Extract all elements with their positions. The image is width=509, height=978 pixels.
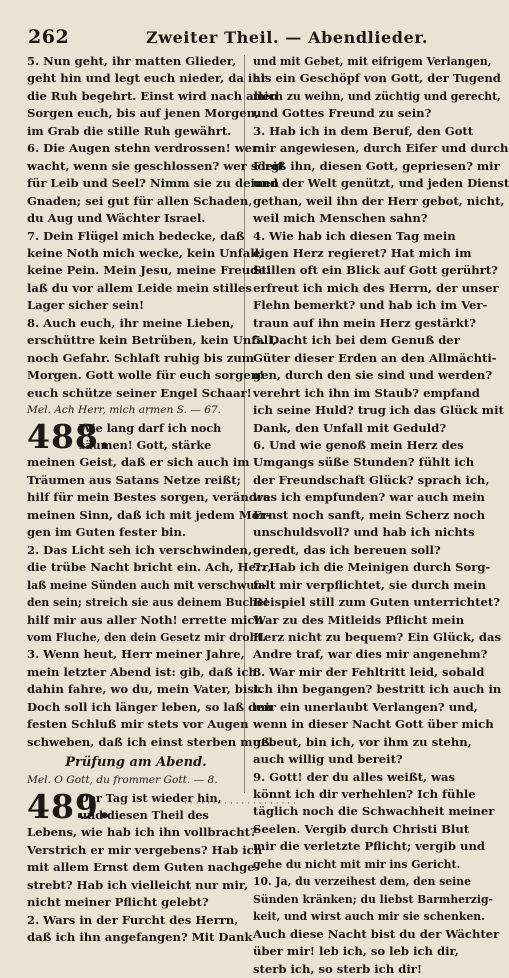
text-line: als ein Geschöpf von Gott, der Tugend bbox=[253, 71, 501, 86]
text-line: traun auf ihn mein Herz gestärkt? bbox=[253, 315, 476, 330]
text-line: 8. War mir der Fehltritt leid, sobald bbox=[253, 664, 485, 679]
text-line: Lebens, wie hab ich ihn vollbracht? bbox=[27, 825, 257, 840]
text-line: was ich empfunden? war auch mein bbox=[253, 490, 485, 505]
text-line: du Aug und Wächter Israel. bbox=[27, 211, 206, 226]
text-line: ich seine Huld? trug ich das Glück mit bbox=[253, 403, 504, 418]
text-line: nicht meiner Pflicht gelebt? bbox=[27, 895, 209, 910]
page-number: 262 bbox=[28, 26, 70, 48]
text-line: dahin fahre, wo du, mein Vater, bist. bbox=[27, 682, 264, 697]
text-line: Sünden kränken; du liebst Barmherzig- bbox=[253, 892, 493, 906]
text-line: Herz nicht zu bequem? Ein Glück, das bbox=[253, 629, 502, 644]
text-line: könnt ich dir verhehlen? Ich fühle bbox=[253, 787, 476, 802]
text-line: festen Schluß mir stets vor Augen bbox=[27, 717, 249, 732]
left-column bbox=[27, 53, 285, 947]
text-line: 2. Wars in der Furcht des Herrn, bbox=[27, 912, 239, 927]
text-line: Stillen oft ein Blick auf Gott gerührt? bbox=[253, 263, 498, 278]
text-line: keine Noth mich wecke, kein Unfall, bbox=[27, 245, 264, 260]
text-line: wenn in dieser Nacht Gott über mich bbox=[253, 717, 494, 732]
text-line: vom Fluche, den dein Gesetz mir droht. bbox=[27, 630, 267, 644]
text-line: hilf für mein Bestes sorgen, verändre bbox=[27, 490, 271, 505]
melody-line: Mel. O Gott, du frommer Gott. — 8. bbox=[27, 774, 218, 787]
text-line: Verstrich er mir vergebens? Hab ich bbox=[27, 842, 263, 857]
section-title: Prüfung am Abend. bbox=[65, 755, 207, 771]
text-line: und diesen Theil des bbox=[79, 808, 209, 823]
text-line: laß meine Sünden auch mit verschwun- bbox=[27, 578, 267, 592]
text-line: strebt? Hab ich vielleicht nur mir, bbox=[27, 877, 249, 892]
text-line: 6. Die Augen stehn verdrossen! wer bbox=[27, 141, 259, 156]
text-line: über mir! leb ich, so leb ich dir, bbox=[253, 944, 459, 959]
text-line: Träumen aus Satans Netze reißt; bbox=[27, 472, 241, 487]
text-line: geht hin und legt euch nieder, da ihr bbox=[27, 71, 267, 86]
text-line: Gnaden; sei gut für allen Schaden, bbox=[27, 193, 253, 208]
text-line: täglich noch die Schwachheit meiner bbox=[253, 804, 495, 819]
text-line: hilf mir aus aller Noth! errette mich bbox=[27, 612, 263, 627]
text-line: gen, durch den sie sind und werden? bbox=[253, 368, 493, 383]
text-line: War zu des Mitleids Pflicht mein bbox=[253, 612, 465, 627]
text-line: Dank, den Unfall mit Geduld? bbox=[253, 420, 447, 435]
text-line: Doch soll ich länger leben, so laß den bbox=[27, 699, 273, 714]
hymn-opening bbox=[27, 416, 245, 456]
text-line: erfreut ich mich des Herrn, der unser bbox=[253, 280, 499, 295]
hymn-number: 489. bbox=[27, 786, 112, 826]
text-line: Morgen. Gott wolle für euch sorgen! bbox=[27, 368, 265, 383]
melody-line: Mel. Ach Herr, mich armen S. — 67. bbox=[27, 404, 222, 417]
text-line: laß du vor allem Leide mein stilles bbox=[27, 280, 252, 295]
text-line: mich zu weihn, und züchtig und gerecht, bbox=[253, 89, 501, 103]
text-line: Flehn bemerkt? und hab ich im Ver- bbox=[253, 298, 488, 313]
text-line: der Freundschaft Glück? sprach ich, bbox=[253, 472, 490, 487]
footer-ornament: · · · · · · · · · · · · · · · · · · · · bbox=[184, 799, 296, 809]
text-line: daß ich ihn angefangen? Mit Dank bbox=[27, 930, 253, 945]
page-header bbox=[28, 26, 456, 48]
text-line: meinen Geist, daß er sich auch im bbox=[27, 455, 250, 470]
text-line: Beispiel still zum Guten unterrichtet? bbox=[253, 595, 500, 610]
text-line: Fleiß ihn, diesen Gott, gepriesen? mir bbox=[253, 158, 500, 173]
text-line: mein letzter Abend ist: gib, daß ich bbox=[27, 664, 257, 679]
text-line: mir angewiesen, durch Eifer und durch bbox=[253, 141, 509, 156]
text-line: sterb ich, so sterb ich dir! bbox=[253, 961, 422, 976]
text-line: Ernst noch sanft, mein Scherz noch bbox=[253, 507, 485, 522]
hymn-488 bbox=[27, 402, 274, 751]
text-line: falt mir verpflichtet, sie durch mein bbox=[253, 577, 486, 592]
text-line: verehrt ich ihn im Staub? empfand bbox=[253, 385, 480, 400]
text-line: 6. Und wie genoß mein Herz des bbox=[253, 437, 464, 452]
text-line: Andre traf, war dies mir angenehm? bbox=[253, 647, 488, 662]
text-line: keit, und wirst auch mir sie schenken. bbox=[253, 910, 485, 924]
text-line: 7. Hab ich die Meinigen durch Sorg- bbox=[253, 560, 491, 575]
text-line: Der Tag ist wieder hin, bbox=[79, 790, 222, 805]
text-line: euch schütze seiner Engel Schaar! bbox=[27, 385, 252, 400]
text-line: Wie lang darf ich noch bbox=[79, 420, 222, 435]
text-line: geredt, das ich bereuen soll? bbox=[253, 542, 441, 557]
hymn-opening-lines bbox=[79, 420, 245, 455]
text-line: den sein; streich sie aus deinem Buche! bbox=[27, 596, 269, 610]
text-line: gethan, weil ihn der Herr gebot, nicht, bbox=[253, 193, 505, 208]
text-line: meinen Sinn, daß ich mit jedem Mor- bbox=[27, 507, 271, 522]
text-line: wacht, wenn sie geschlossen? wer sorgt bbox=[27, 158, 285, 173]
text-line: mir die verletzte Pflicht; vergib und bbox=[253, 839, 485, 854]
text-line: Güter dieser Erden an den Allmächti- bbox=[253, 350, 497, 365]
text-line: 2. Das Licht seh ich verschwinden, bbox=[27, 542, 253, 557]
text-line: mir ein unerlaubt Verlangen? und, bbox=[253, 699, 478, 714]
text-line: Umgangs süße Stunden? fühlt ich bbox=[253, 455, 475, 470]
text-line: gebeut, bin ich, vor ihm zu stehn, bbox=[253, 734, 472, 749]
text-line: 5. Nun geht, ihr matten Glieder, bbox=[27, 54, 237, 68]
text-line: und mit Gebet, mit eifrigem Verlangen, bbox=[253, 55, 492, 68]
text-line: säumen! Gott, stärke bbox=[79, 437, 212, 452]
text-line: gehe du nicht mit mir ins Gericht. bbox=[253, 857, 461, 871]
text-line: Seelen. Vergib durch Christi Blut bbox=[253, 821, 470, 836]
text-line: weil mich Menschen sahn? bbox=[253, 211, 428, 226]
hymn-487-continuation bbox=[27, 53, 285, 402]
text-line: 10. Ja, du verzeihest dem, den seine bbox=[253, 875, 471, 889]
text-line: 7. Dein Flügel mich bedecke, daß bbox=[27, 228, 245, 243]
text-line: 3. Hab ich in dem Beruf, den Gott bbox=[253, 123, 474, 138]
text-line: 8. Auch euch, ihr meine Lieben, bbox=[27, 315, 235, 330]
hymn-number: 488. bbox=[27, 416, 112, 456]
text-line: unschuldsvoll? und hab ich nichts bbox=[253, 525, 475, 540]
text-line: 9. Gott! der du alles weißt, was bbox=[253, 769, 456, 784]
text-line: eigen Herz regieret? Hat mich im bbox=[253, 245, 472, 260]
text-line: schweben, daß ich einst sterben muß. bbox=[27, 734, 274, 749]
text-line: im Grab die stille Ruh gewährt. bbox=[27, 123, 232, 138]
text-line: gen im Guten fester bin. bbox=[27, 525, 186, 540]
text-line: ich ihn begangen? bestritt ich auch in bbox=[253, 682, 502, 697]
text-line: Auch diese Nacht bist du der Wächter bbox=[253, 926, 500, 941]
text-line: noch Gefahr. Schlaft ruhig bis zum bbox=[27, 350, 255, 365]
text-line: Sorgen euch, bis auf jenen Morgen, bbox=[27, 106, 260, 121]
text-line: für Leib und Seel? Nimm sie zu deinen bbox=[27, 176, 280, 191]
text-line: mit allem Ernst dem Guten nachge- bbox=[27, 860, 260, 875]
running-head: Zweiter Theil. — Abendlieder. bbox=[146, 28, 429, 47]
text-line: keine Pein. Mein Jesu, meine Freude! bbox=[27, 263, 271, 278]
text-line: die Ruh begehrt. Einst wird nach allen bbox=[27, 88, 279, 103]
text-line: 5. Dacht ich bei dem Genuß der bbox=[253, 333, 460, 348]
text-line: Lager sicher sein! bbox=[27, 298, 145, 313]
text-line: auch willig und bereit? bbox=[253, 752, 403, 767]
text-line: und Gottes Freund zu sein? bbox=[253, 106, 432, 121]
text-line: die trübe Nacht bricht ein. Ach, Herr, bbox=[27, 560, 272, 575]
text-line: und der Welt genützt, und jeden Dienst bbox=[253, 176, 509, 191]
text-line: 3. Wenn heut, Herr meiner Jahre, bbox=[27, 647, 245, 662]
right-column bbox=[253, 53, 509, 978]
text-line: erschüttre kein Betrüben, kein Unfall, bbox=[27, 333, 277, 348]
text-line: 4. Wie hab ich diesen Tag mein bbox=[253, 228, 456, 243]
